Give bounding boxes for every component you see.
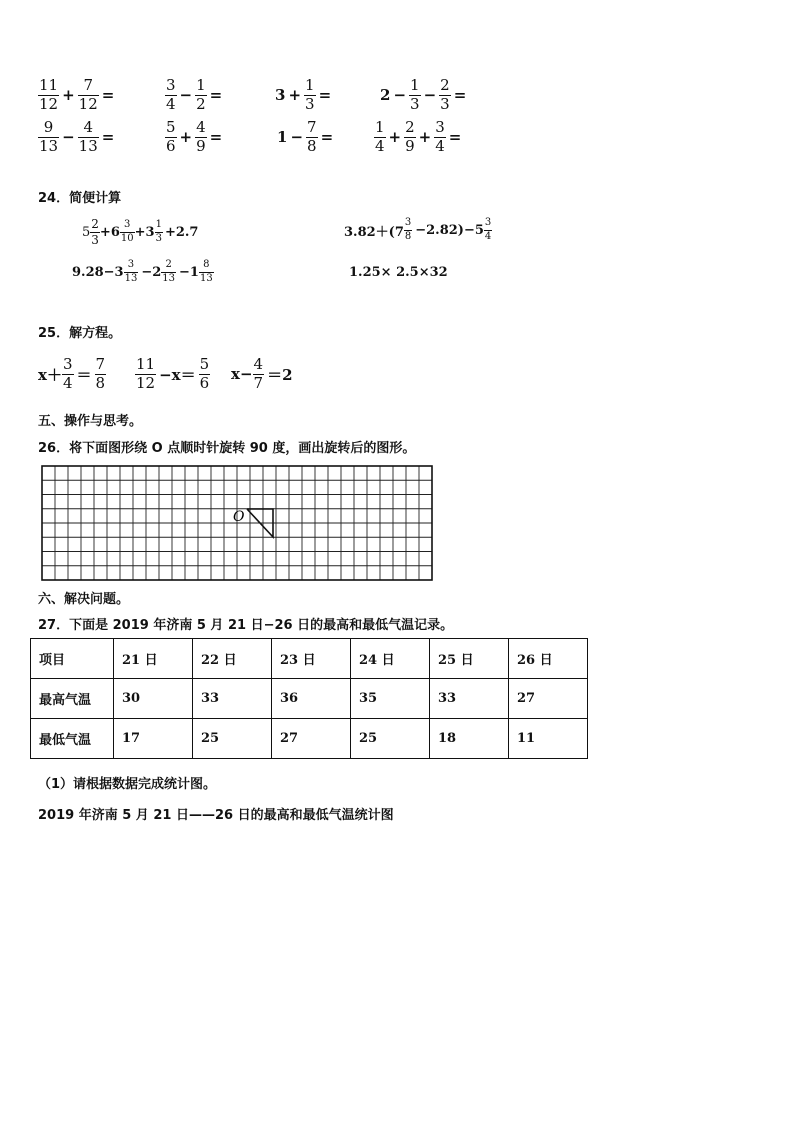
section-6-heading: 六、解决问题。 [38, 592, 130, 607]
fraction: $\frac{3}{4}$ [484, 217, 492, 242]
fraction: $\frac{3}{4}$ [435, 118, 445, 155]
table-cell: 35 [351, 679, 430, 719]
expr-r1-2: $\frac{3}{4}$ − $\frac{1}{2}$ = [166, 76, 223, 113]
fraction: $\frac{1}{3}$ [410, 76, 420, 113]
table-cell: 25 [193, 719, 272, 759]
fraction: $\frac{2}{3}$ [440, 76, 450, 113]
q24-expr-1: 5 $\frac{2}{3}$ +6 $\frac{3}{10}$ +3 $\frac{1}{3}$ +2.7 [82, 217, 199, 247]
fraction: $\frac{3}{13}$ [124, 259, 138, 284]
q25-eq-2: $\frac{11}{12}$ −x＝ $\frac{5}{6}$ [136, 355, 210, 392]
fraction: $\frac{1}{3}$ [155, 219, 162, 244]
expr-r2-1: $\frac{9}{13}$ − $\frac{4}{13}$ = [39, 118, 115, 155]
table-row [31, 679, 588, 719]
table-header-cell: 23 日 [272, 639, 351, 679]
expr-r2-4: $\frac{1}{4}$ + $\frac{2}{9}$ + $\frac{3}{4}$ = [375, 118, 462, 155]
table-cell: 30 [114, 679, 193, 719]
table-cell: 11 [509, 719, 588, 759]
table-cell: 17 [114, 719, 193, 759]
expr-r1-3: 3 + $\frac{1}{3}$ = [275, 76, 332, 113]
table-row [31, 719, 588, 759]
point-o-label: O [233, 509, 245, 525]
fraction: $\frac{1}{4}$ [375, 118, 385, 155]
q25-eq-1: x＋ $\frac{3}{4}$ ＝ $\frac{7}{8}$ [38, 355, 106, 392]
fraction: $\frac{4}{9}$ [196, 118, 206, 155]
expr-r2-2: $\frac{5}{6}$ + $\frac{4}{9}$ = [166, 118, 223, 155]
table-cell: 33 [193, 679, 272, 719]
fraction: $\frac{1}{2}$ [196, 76, 206, 113]
q24-expr-4: 1.25× 2.5×32 [349, 265, 448, 280]
fraction: $\frac{3}{8}$ [404, 217, 412, 242]
fraction: $\frac{11}{12}$ [39, 76, 59, 113]
fraction: $\frac{7}{8}$ [95, 355, 106, 392]
section-5-heading: 五、操作与思考。 [38, 414, 143, 429]
fraction: $\frac{8}{13}$ [199, 259, 213, 284]
table-header-cell: 24 日 [351, 639, 430, 679]
fraction: $\frac{2}{9}$ [405, 118, 415, 155]
q27-sub-1: （1）请根据数据完成统计图。 [38, 777, 217, 792]
expr-r1-4: 2 − $\frac{1}{3}$ − $\frac{2}{3}$ = [380, 76, 467, 113]
fraction: $\frac{7}{12}$ [78, 76, 98, 113]
fraction: $\frac{4}{7}$ [253, 355, 264, 392]
fraction: $\frac{11}{12}$ [136, 355, 156, 392]
q27-chart-title: 2019 年济南 5 月 21 日——26 日的最高和最低气温统计图 [38, 808, 394, 823]
table-header-cell: 22 日 [193, 639, 272, 679]
q24-expr-3: 9.28−3 $\frac{3}{13}$ −2 $\frac{2}{13}$ −1 $\frac{8}{13}$ [72, 259, 213, 284]
expr-r2-3: 1 − $\frac{7}{8}$ = [277, 118, 334, 155]
expr-r1-1: $\frac{11}{12}$ + $\frac{7}{12}$ = [39, 76, 115, 113]
fraction: $\frac{5}{6}$ [166, 118, 176, 155]
q25-eq-3: x− $\frac{4}{7}$ ＝2 [231, 355, 293, 392]
q26-title: 26．将下面图形绕 O 点顺时针旋转 90 度，画出旋转后的图形。 [38, 441, 416, 456]
q27-title: 27．下面是 2019 年济南 5 月 21 日−26 日的最高和最低气温记录。 [38, 618, 454, 633]
table-header-cell: 25 日 [430, 639, 509, 679]
table-cell: 25 [351, 719, 430, 759]
table-cell: 27 [509, 679, 588, 719]
fraction: $\frac{3}{10}$ [120, 219, 134, 244]
fraction: $\frac{3}{4}$ [62, 355, 73, 392]
fraction: $\frac{7}{8}$ [307, 118, 317, 155]
fraction: $\frac{1}{3}$ [305, 76, 315, 113]
temperature-table [30, 638, 588, 759]
table-cell: 27 [272, 719, 351, 759]
fraction: $\frac{9}{13}$ [39, 118, 59, 155]
q24-title: 24．简便计算 [38, 191, 122, 206]
rotation-grid [38, 462, 436, 584]
table-header-cell: 26 日 [509, 639, 588, 679]
table-header-row [31, 639, 588, 679]
fraction: $\frac{2}{13}$ [162, 259, 176, 284]
table-cell: 最低气温 [31, 719, 114, 759]
table-cell: 18 [430, 719, 509, 759]
table-cell: 36 [272, 679, 351, 719]
fraction: $\frac{2}{3}$ [91, 217, 99, 247]
table-cell: 最高气温 [31, 679, 114, 719]
fraction: $\frac{3}{4}$ [166, 76, 176, 113]
table-cell: 33 [430, 679, 509, 719]
fraction: $\frac{5}{6}$ [199, 355, 210, 392]
fraction: $\frac{4}{13}$ [78, 118, 98, 155]
q25-title: 25．解方程。 [38, 326, 122, 341]
q24-expr-2: 3.82＋(7 $\frac{3}{8}$ −2.82)−5 $\frac{3}{4}$ [344, 217, 492, 242]
table-header-cell: 21 日 [114, 639, 193, 679]
table-header-cell: 项目 [31, 639, 114, 679]
